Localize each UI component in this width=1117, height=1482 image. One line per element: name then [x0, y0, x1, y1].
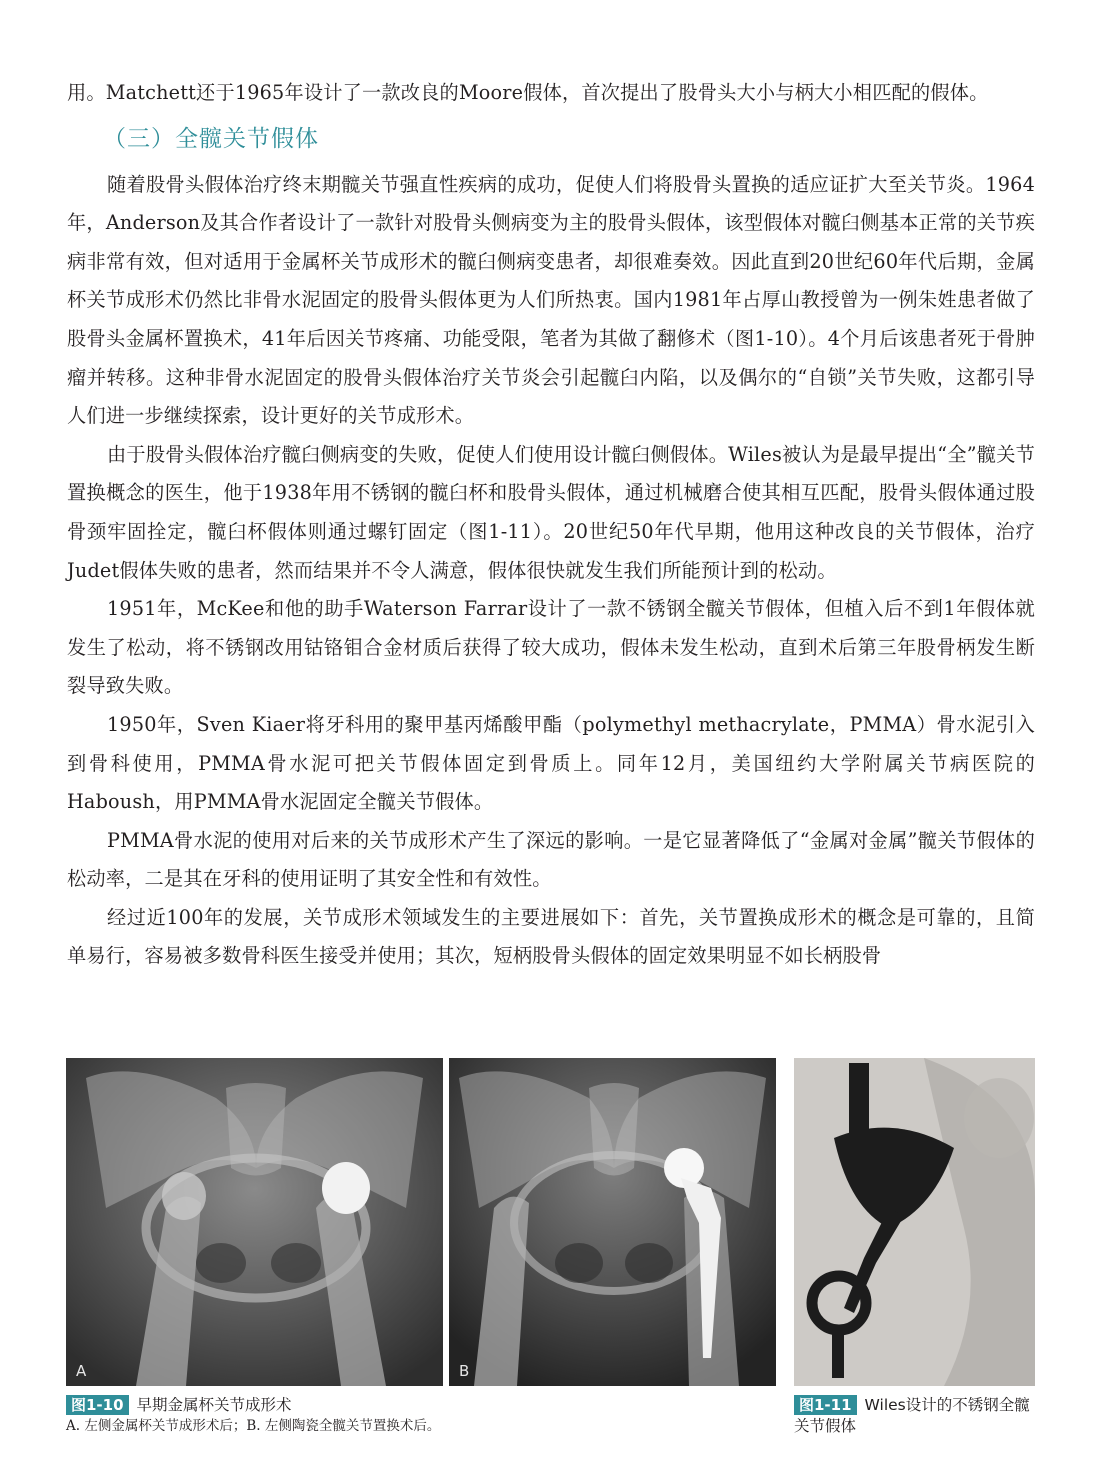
paragraph: 经过近100年的发展，关节成形术领域发生的主要进展如下：首先，关节置换成形术的概念是可靠的，且简单易行，容易被多数骨科医生接受并使用；其次，短柄股骨头假体的固定效果明显不如长柄股骨: [67, 905, 1035, 968]
figure-caption-1-11: [794, 1395, 1039, 1437]
section-heading: （三）全髋关节假体: [103, 125, 319, 152]
paragraph: 由于股骨头假体治疗髋臼侧病变的失败，促使人们使用设计髋臼侧假体。Wiles被认为是最早提出“全”髋关节置换概念的医生，他于1938年用不锈钢的髋臼杯和股骨头假体，通过机械磨合使其相互匹配，股骨头假体通过股骨颈牢固拴定，髋臼杯假体则通过螺钉固定（图1-11）。20世纪50年代早期，他用这种改良的关节假体，治疗Judet假体失败的患者，然而结果并不令人满意，假体很快就发生我们所能预计到的松动。: [67, 442, 1035, 582]
figure-title: Wiles设计的不锈钢全髋关节假体: [794, 1396, 1030, 1435]
paragraph: 1951年，McKee和他的助手Waterson Farrar设计了一款不锈钢全髋关节假体，但植入后不到1年假体就发生了松动，将不锈钢改用钴铬钼合金材质后获得了较大成功，假体未发生松动，直到术后第三年股骨柄发生断裂导致失败。: [67, 597, 1035, 698]
paragraph: 1950年，Sven Kiaer将牙科用的聚甲基丙烯酸甲酯（polymethyl methacrylate，PMMA）骨水泥引入到骨科使用，PMMA骨水泥可把关节假体固定到骨质上。同年12月，美国纽约大学附属关节病医院的Haboush，用PMMA骨水泥固定全髋关节假体。: [67, 712, 1035, 814]
body-text: [67, 74, 1035, 976]
panel-label-b: B: [459, 1362, 470, 1380]
figure-title: 早期金属杯关节成形术: [136, 1396, 292, 1414]
paragraph: 随着股骨头假体治疗终末期髋关节强直性疾病的成功，促使人们将股骨头置换的适应证扩大至关节炎。1964年，Anderson及其合作者设计了一款针对股骨头侧病变为主的股骨头假体，该型假体对髋臼侧基本正常的关节疾病非常有效，但对适用于金属杯关节成形术的髋臼侧病变患者，却很难奏效。因此直到20世纪60年代后期，金属杯关节成形术仍然比非骨水泥固定的股骨头假体更为人们所热衷。国内1981年占厚山教授曾为一例朱姓患者做了股骨头金属杯置换术，41年后因关节疼痛、功能受限，笔者为其做了翻修术（图1-10）。4个月后该患者死于骨肿瘤并转移。这种非骨水泥固定的股骨头假体治疗关节炎会引起髋臼内陷，以及偶尔的“自锁”关节失败，这都引导人们进一步继续探索，设计更好的关节成形术。: [67, 172, 1035, 428]
panel-label-a: A: [76, 1362, 87, 1380]
xray-image-a: [66, 1058, 443, 1386]
xray-image-b: [449, 1058, 776, 1386]
figure-subcaption: A. 左侧金属杯关节成形术后；B. 左侧陶瓷全髋关节置换术后。: [66, 1418, 441, 1434]
figure-label: 图1-10: [66, 1395, 129, 1415]
paragraph-continuation: 用。Matchett还于1965年设计了一款改良的Moore假体，首次提出了股骨头大小与柄大小相匹配的假体。: [67, 81, 989, 104]
xray-image-wiles: [794, 1058, 1035, 1386]
paragraph: PMMA骨水泥的使用对后来的关节成形术产生了深远的影响。一是它显著降低了“金属对金属”髋关节假体的松动率，二是其在牙科的使用证明了其安全性和有效性。: [67, 828, 1035, 891]
figure-label: 图1-11: [794, 1395, 857, 1415]
figure-caption-1-10: [66, 1395, 766, 1436]
